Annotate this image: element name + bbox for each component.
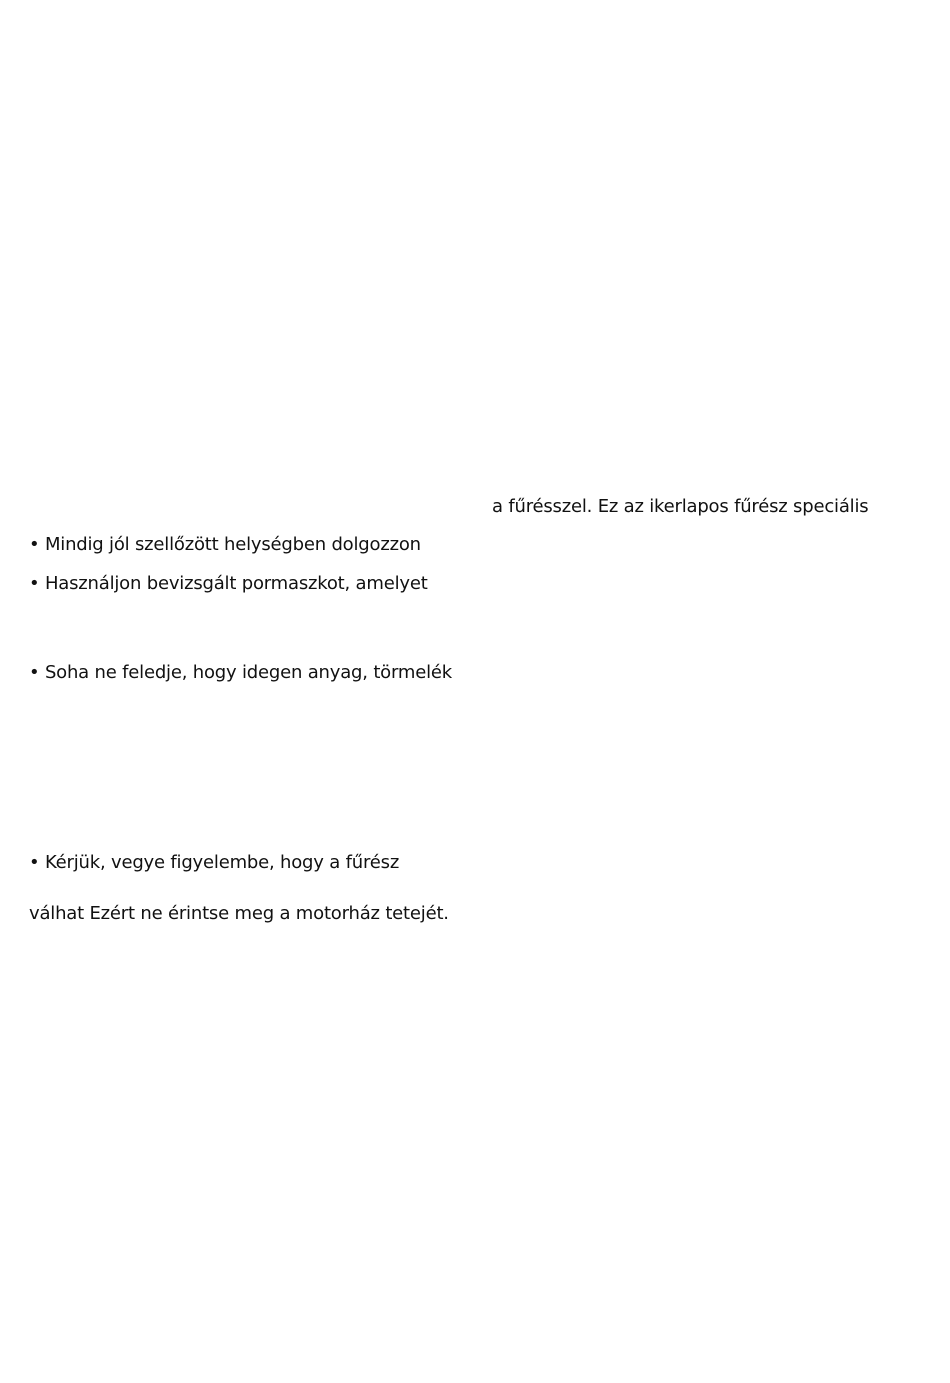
motor-housing-warning: válhat Ezért ne érintse meg a motorház tetejét. [29,903,449,924]
bullet-dust-mask: • Használjon bevizsgált pormaszkot, amelyet [29,573,428,594]
right-column-text-line: a fűrésszel. Ez az ikerlapos fűrész speciális [492,496,869,517]
bullet-foreign-material: • Soha ne feledje, hogy idegen anyag, törmelék [29,662,452,683]
bullet-ventilation: • Mindig jól szellőzött helységben dolgozzon [29,534,421,555]
bullet-saw-note: • Kérjük, vegye figyelembe, hogy a fűrész [29,852,400,873]
